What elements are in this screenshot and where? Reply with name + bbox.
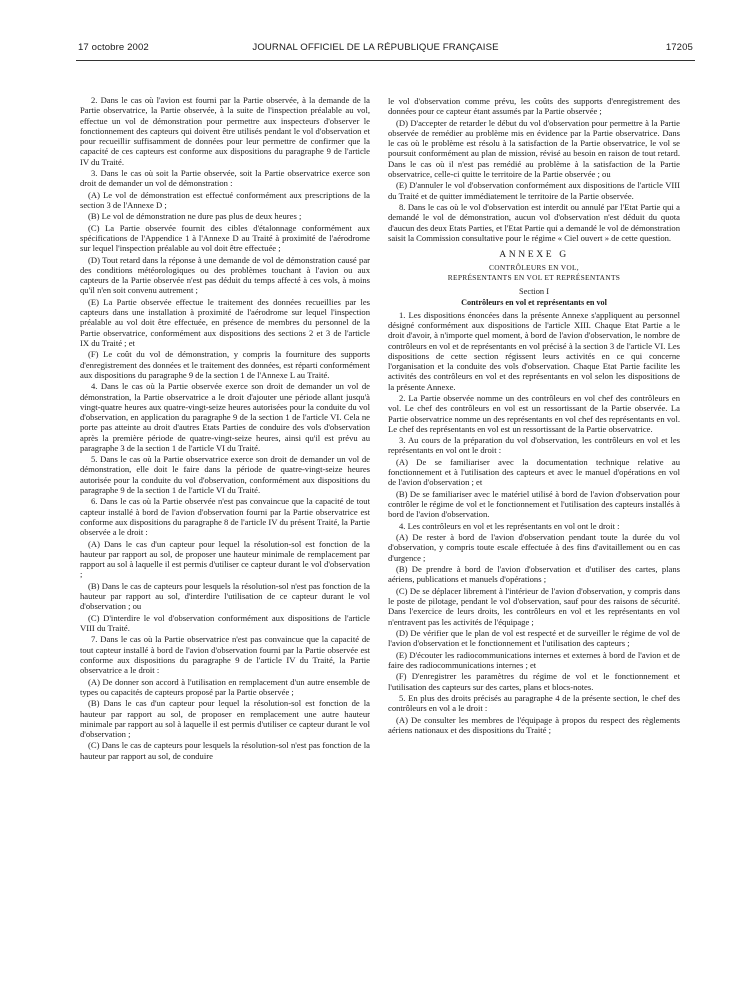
paragraph: 6. Dans le cas où la Partie observée n'est pas convaincue que la capacité de tout capteur installé à bord de l'avion d'observation fourni par la Partie observatrice est conforme aux dispositions du paragraphe 8 de l'article IV du présent Traité, la Partie observée a le droit : [80, 496, 370, 538]
sub-paragraph: (F) D'enregistrer les paramètres du régime de vol et le fonctionnement et l'utilisation des capteurs sur des cartes, plans et blocs-notes. [388, 671, 680, 692]
paragraph: 2. Dans le cas où l'avion est fourni par la Partie observée, à la demande de la Partie observatrice, la Partie observée, à la suite de l'inspection préalable au vol, effectue un vol de démonstration pour permettre aux inspecteurs d'observer le fonctionnement des capteurs qui doivent être utilisés pendant le vol d'observation et pour recueillir suffisamment de données pour leur permettre de confirmer que la capacité de ces capteurs est conforme aux dispositions du paragraphe 9 de l'article IV du Traité. [80, 95, 370, 167]
sub-paragraph: (C) De se déplacer librement à l'intérieur de l'avion d'observation, y compris dans le poste de pilotage, pendant le vol d'observation, sauf pour des raisons de sécurité. Dans l'exercice de leurs droits, les contrôleurs en vol et les représentants en vol n'entravent pas les activités de l'équipage ; [388, 585, 680, 627]
header-page-number: 17205 [665, 42, 693, 53]
sub-paragraph: (F) Le coût du vol de démonstration, y compris la fourniture des supports d'enregistrement des données et le traitement des données, est réparti conformément aux dispositions du paragraphe 9 de la section 1 de l'Annexe L au Traité. [80, 349, 370, 380]
paragraph: 7. Dans le cas où la Partie observatrice n'est pas convaincue que la capacité de tout capteur installé à bord de l'avion d'observation fourni par la Partie observée est conforme aux dispositions du paragraphe 9 de l'article IV du Traité, la Partie observatrice a le droit : [80, 634, 370, 676]
header-rule [76, 60, 695, 61]
paragraph: 3. Au cours de la préparation du vol d'observation, les contrôleurs en vol et les représentants en vol ont le droit : [388, 435, 680, 456]
right-column-bottom [388, 310, 680, 735]
paragraph: 2. La Partie observée nomme un des contrôleurs en vol chef des contrôleurs en vol. Le chef des contrôleurs en vol est un ressortissant de la Partie observée. La Partie observatrice nomme un des représentants en vol chef des représentants en vol. Le chef des représentants en vol est un ressortissant de la Partie observatrice. [388, 393, 680, 434]
paragraph: 5. En plus des droits précisés au paragraphe 4 de la présente section, le chef des contrôleurs en vol a le droit : [388, 693, 680, 714]
sub-paragraph: (B) De se familiariser avec le matériel utilisé à bord de l'avion d'observation pour contrôler le régime de vol et le fonctionnement et l'utilisation des capteurs installés à bord de l'avion d'observation. [388, 488, 680, 520]
section-subtitle: Contrôleurs en vol et représentants en vol [461, 297, 607, 307]
sub-paragraph: (E) D'écouter les radiocommunications internes et externes à bord de l'avion et de faire des radiocommunications internes ; et [388, 649, 680, 670]
paragraph: 4. Les contrôleurs en vol et les représentants en vol ont le droit : [399, 520, 620, 531]
sub-paragraph: (B) Dans le cas de capteurs pour lesquels la résolution-sol n'est pas fonction de la hauteur par rapport au sol, d'interdire l'utilisation de ce capteur durant le vol d'observation ; ou [80, 580, 370, 612]
paragraph: 5. Dans le cas où la Partie observatrice exerce son droit de demander un vol de démonstration, elle doit le faire dans la période de quatre-vingt-seize heures autorisée pour la conduite du vol d'observation, conformément aux dispositions du paragraphe 9 de la section 1 de l'article VI du Traité. [80, 454, 370, 495]
header-journal-title: JOURNAL OFFICIEL DE LA RÉPUBLIQUE FRANÇAISE [252, 42, 499, 53]
paragraph: 1. Les dispositions énoncées dans la présente Annexe s'appliquent au personnel désigné conformément aux dispositions de l'article XIII. Chaque Etat Partie a le droit d'avoir, à n'importe quel moment, à bord de l'avion d'observation, le nombre de contrôleurs en vol et de représentants en vol précisé à la section 3 de l'article VI. Les dispositions de cette section régissent leurs activités en ce qui concerne l'organisation et la conduite des vols d'observation. Chaque Etat Partie facilite les activités des contrôleurs en vol et des représentants en vol selon les dispositions de la présente Annexe. [388, 309, 680, 392]
annex-subtitle-line2: REPRÉSENTANTS EN VOL ET REPRÉSENTANTS [447, 272, 621, 282]
sub-paragraph: (C) D'interdire le vol d'observation conformément aux dispositions de l'article VIII du Traité. [80, 612, 370, 633]
annex-heading [388, 250, 680, 282]
sub-paragraph: (A) De se familiariser avec la documentation technique relative au fonctionnement et à l'utilisation des capteurs et avec le manuel d'opérations en vol de l'avion d'observation ; et [388, 456, 680, 488]
annex-title: ANNEXE G [499, 249, 569, 261]
sub-paragraph: (A) Le vol de démonstration est effectué conformément aux prescriptions de la section 3 de l'Annexe D ; [80, 189, 370, 210]
page-header [58, 42, 693, 58]
sub-paragraph: (D) D'accepter de retarder le début du vol d'observation pour permettre à la Partie observée de remédier au problème mis en évidence par la Partie observatrice. Dans le cas où le problème est résolu à la satisfaction de la Partie observatrice, le vol se poursuit conformément au plan de mission, révisé au besoin en raison de tout retard. Dans le cas où il n'est pas remédié au problème à la satisfaction de la Partie observatrice, celle-ci quitte le territoire de la Partie observée ; ou [388, 117, 680, 179]
sub-paragraph: (A) De consulter les membres de l'équipage à propos du respect des règlements aériens nationaux et des dispositions du Traité ; [388, 714, 680, 735]
sub-paragraph: (D) De vérifier que le plan de vol est respecté et de surveiller le régime de vol de l'avion d'observation et le fonctionnement et l'utilisation des capteurs ; [388, 628, 680, 649]
sub-paragraph: (E) La Partie observée effectue le traitement des données recueillies par les capteurs dans une installation à proximité de l'aérodrome sur lequel l'inspection préalable au vol doit être effectuée, en présence de membres du personnel de la Partie observatrice, conformément aux dispositions des sections 2 et 3 de l'article IX du Traité ; et [80, 296, 370, 348]
annex-subtitle-line1: CONTRÔLEURS EN VOL, [489, 263, 579, 273]
left-column [80, 95, 370, 762]
header-date: 17 octobre 2002 [78, 42, 149, 53]
paragraph: 3. Dans le cas où soit la Partie observée, soit la Partie observatrice exerce son droit de demander un vol de démonstration : [80, 167, 370, 189]
paragraph: le vol d'observation comme prévu, les coûts des supports d'enregistrement des données pour ce capteur étant assumés par la Partie observée ; [388, 96, 680, 117]
sub-paragraph: (B) Le vol de démonstration ne dure pas plus de deux heures ; [88, 211, 302, 222]
sub-paragraph: (A) De donner son accord à l'utilisation en remplacement d'un autre ensemble de types ou capacités de capteurs proposé par la Partie observée ; [80, 676, 370, 697]
sub-paragraph: (B) Dans le cas d'un capteur pour lequel la résolution-sol est fonction de la hauteur par rapport au sol, de proposer en remplacement une autre hauteur minimale par rapport au sol à laquelle il est permis d'utiliser ce capteur durant le vol d'observation ; [80, 698, 370, 739]
sub-paragraph: (A) De rester à bord de l'avion d'observation pendant toute la durée du vol d'observation, y compris toute escale effectuée à des fins d'avitaillement ou en cas d'urgence ; [388, 532, 680, 563]
right-column-top [388, 96, 680, 243]
sub-paragraph: (C) Dans le cas de capteurs pour lesquels la résolution-sol n'est pas fonction de la hauteur par rapport au sol, de conduire [80, 740, 370, 761]
sub-paragraph: (B) De prendre à bord de l'avion d'observation et d'utiliser des cartes, plans aériens, publications et manuels d'opérations ; [388, 564, 680, 585]
sub-paragraph: (D) Tout retard dans la réponse à une demande de vol de démonstration causé par des conditions météorologiques ou des problèmes touchant à l'avion ou aux capteurs de la Partie observée n'est pas déduit du temps affecté à ces vols, à moins qu'il n'en soit convenu autrement ; [80, 254, 370, 296]
sub-paragraph: (A) Dans le cas d'un capteur pour lequel la résolution-sol est fonction de la hauteur par rapport au sol, de proposer une hauteur minimale de remplacement par rapport au sol à laquelle il est permis d'utiliser ce capteur durant le vol d'observation ; [80, 538, 370, 580]
sub-paragraph: (C) La Partie observée fournit des cibles d'étalonnage conformément aux spécifications de l'Appendice 1 à l'Annexe D au Traité à proximité de l'aérodrome sur lequel l'inspection préalable au vol doit être effectuée ; [80, 222, 370, 254]
section-title: Section I [518, 287, 549, 297]
paragraph: 4. Dans le cas où la Partie observée exerce son droit de demander un vol de démonstration, la Partie observatrice a le droit d'ajouter une période allant jusqu'à vingt-quatre heures aux quatre-vingt-seize heures autorisées pour la conduite du vol d'observation, en application du paragraphe 9 de la section 1 de l'article VI. Cela ne porte pas atteinte au droit d'autres Etats Parties de conduire des vols d'observation après la première période de quatre-vingt-seize heures, ainsi qu'il est prévu au paragraphe 3 de la section 1 de l'article VI du Traité. [80, 381, 370, 453]
paragraph: 8. Dans le cas où le vol d'observation est interdit ou annulé par l'Etat Partie qui a demandé le vol de démonstration, aucun vol d'observation n'est déduit du quota d'aucun des deux Etats Parties, et l'Etat Partie qui a demandé le vol de démonstration saisit la Commission consultative pour le régime « Ciel ouvert » de cette question. [388, 202, 680, 243]
right-column [388, 96, 680, 736]
sub-paragraph: (E) D'annuler le vol d'observation conformément aux dispositions de l'article VIII du Traité et de quitter immédiatement le territoire de la Partie observée. [388, 180, 680, 201]
